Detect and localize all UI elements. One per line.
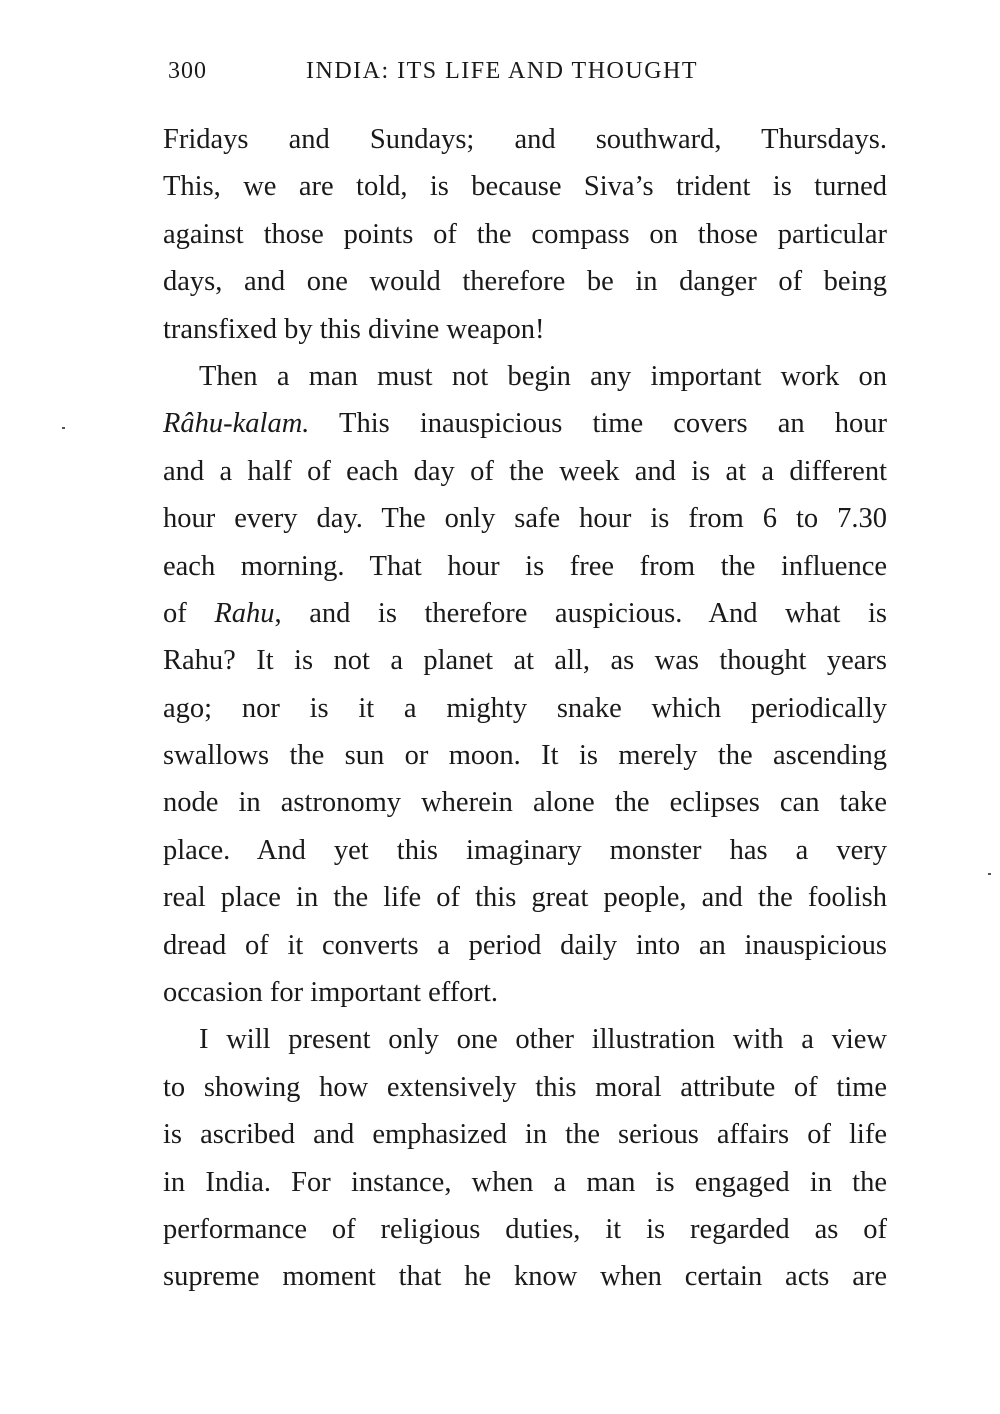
text-line: to showing how extensively this moral attribute of time: [163, 1071, 887, 1103]
italic-term: Râhu-kalam.: [163, 408, 310, 440]
text-line: supreme moment that he know when certain acts are: [163, 1261, 887, 1293]
text-line: occasion for important effort.: [163, 977, 499, 1009]
text-line: Rahu? It is not a planet at all, as was thought years: [163, 645, 887, 677]
text-line: swallows the sun or moon. It is merely the ascending: [163, 740, 887, 772]
page-header: [168, 58, 888, 92]
page-number: 300: [168, 58, 207, 84]
text-line: [163, 400, 887, 447]
body-text: [163, 116, 887, 1301]
text-line: and a half of each day of the week and is at a different: [163, 455, 887, 487]
scan-speck: [988, 873, 991, 875]
running-title: INDIA: ITS LIFE AND THOUGHT: [306, 58, 699, 84]
text-line: days, and one would therefore be in danger of being: [163, 266, 887, 298]
paragraph: [163, 116, 887, 353]
text-line: hour every day. The only safe hour is from 6 to 7.30: [163, 503, 887, 535]
italic-term: Rahu: [214, 597, 275, 629]
text-line: This, we are told, is because Siva’s trident is turned: [163, 171, 887, 203]
text-line: performance of religious duties, it is regarded as of: [163, 1213, 887, 1245]
text-line: in India. For instance, when a man is engaged in the: [163, 1166, 887, 1198]
text-line: real place in the life of this great people, and the foolish: [163, 882, 887, 914]
text-line: I will present only one other illustration with a view: [199, 1024, 887, 1056]
scan-speck: [62, 427, 65, 429]
text-line: Fridays and Sundays; and southward, Thursdays.: [163, 124, 887, 155]
text-line: ago; nor is it a mighty snake which periodically: [163, 692, 887, 724]
text-line: [163, 590, 887, 637]
text-span: , and is therefore auspicious. And what is: [274, 597, 888, 629]
text-line: Then a man must not begin any important work on: [199, 360, 887, 392]
text-line: dread of it converts a period daily into an inauspicious: [163, 929, 887, 961]
paragraph: [163, 353, 887, 1016]
text-line: each morning. That hour is free from the influence: [163, 550, 887, 582]
text-span: This inauspicious time covers an hour: [309, 408, 887, 440]
text-line: node in astronomy wherein alone the eclipses can take: [163, 787, 887, 819]
text-line: transfixed by this divine weapon!: [163, 313, 545, 345]
text-line: is ascribed and emphasized in the serious affairs of life: [163, 1119, 887, 1151]
text-line: place. And yet this imaginary monster has a very: [163, 834, 887, 866]
paragraph: [163, 1016, 887, 1300]
text-span: of: [163, 597, 215, 629]
text-line: against those points of the compass on those particular: [163, 218, 887, 250]
